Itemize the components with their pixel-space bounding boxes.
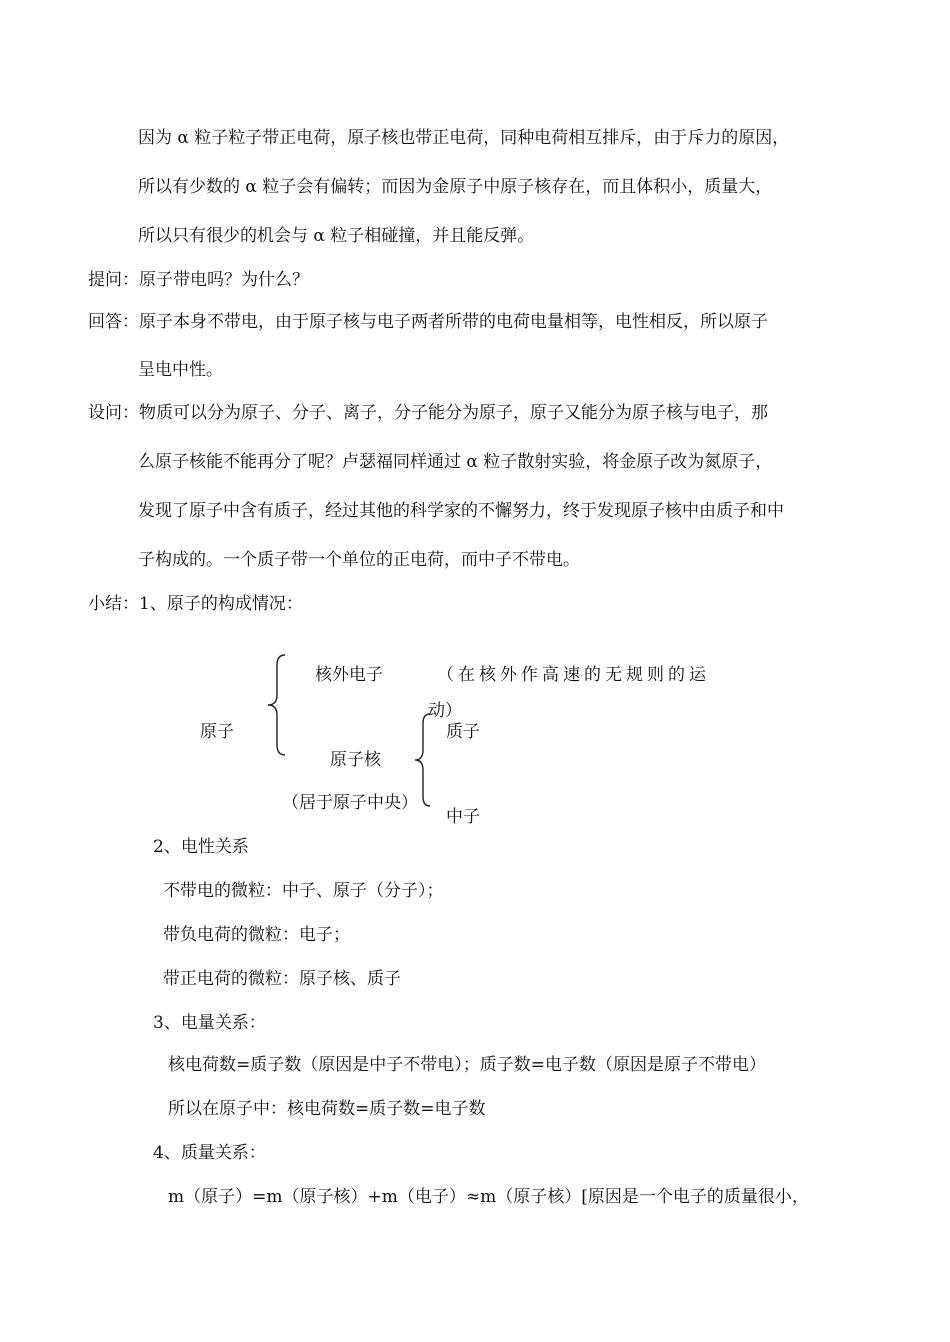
nucleus-label: 原子核 (330, 750, 381, 770)
setq-line-4: 子构成的。一个质子带一个单位的正电荷，而中子不带电。 (138, 550, 580, 570)
section2-item: 不带电的微粒：中子、原子（分子）； (163, 881, 444, 901)
section2-item: 带正电荷的微粒：原子核、质子 (163, 969, 401, 989)
summary-heading: 小结：1、原子的构成情况： (88, 594, 303, 614)
neutron-label: 中子 (446, 807, 480, 827)
electron-note-line-1: （在核外作高速的无规则的运 (437, 665, 710, 685)
section2-item: 带负电荷的微粒：电子； (163, 925, 350, 945)
electron-note-line-2: 动） (428, 701, 462, 721)
section4-heading: 4、质量关系： (153, 1143, 266, 1163)
nucleus-note: （居于原子中央） (282, 793, 418, 813)
intro-line-1: 因为 α 粒子粒子带正电荷，原子核也带正电荷，同种电荷相互排斥，由于斥力的原因， (138, 128, 790, 148)
section4-line-1: m（原子）=m（原子核）+m（电子）≈m（原子核）[原因是一个电子的质量很小， (168, 1187, 809, 1207)
intro-line-2: 所以有少数的 α 粒子会有偏转；而因为金原子中原子核存在，而且体积小，质量大， (138, 177, 773, 197)
intro-line-3: 所以只有很少的机会与 α 粒子相碰撞，并且能反弹。 (138, 226, 535, 246)
proton-label: 质子 (446, 722, 480, 742)
section3-line-1: 核电荷数=质子数（原因是中子不带电）；质子数=电子数（原因是原子不带电） (168, 1055, 766, 1075)
answer-line-2: 呈电中性。 (138, 360, 223, 380)
section2-heading: 2、电性关系 (153, 837, 249, 857)
question-line: 提问：原子带电吗？为什么？ (88, 270, 309, 290)
atom-label: 原子 (200, 722, 234, 742)
section3-line-2: 所以在原子中：核电荷数=质子数=电子数 (168, 1099, 486, 1119)
setq-line-3: 发现了原子中含有质子，经过其他的科学家的不懈努力，终于发现原子核中由质子和中 (138, 501, 784, 521)
setq-line-1: 设问：物质可以分为原子、分子、离子，分子能分为原子，原子又能分为原子核与电子，那 (88, 403, 768, 423)
atom-brace (265, 653, 287, 757)
setq-line-2: 么原子核能不能再分了呢？卢瑟福同样通过 α 粒子散射实验，将金原子改为氮原子， (138, 452, 773, 472)
section3-heading: 3、电量关系： (153, 1013, 266, 1033)
answer-line-1: 回答：原子本身不带电，由于原子核与电子两者所带的电荷电量相等，电性相反，所以原子 (88, 312, 768, 332)
electron-label: 核外电子 (315, 665, 383, 685)
